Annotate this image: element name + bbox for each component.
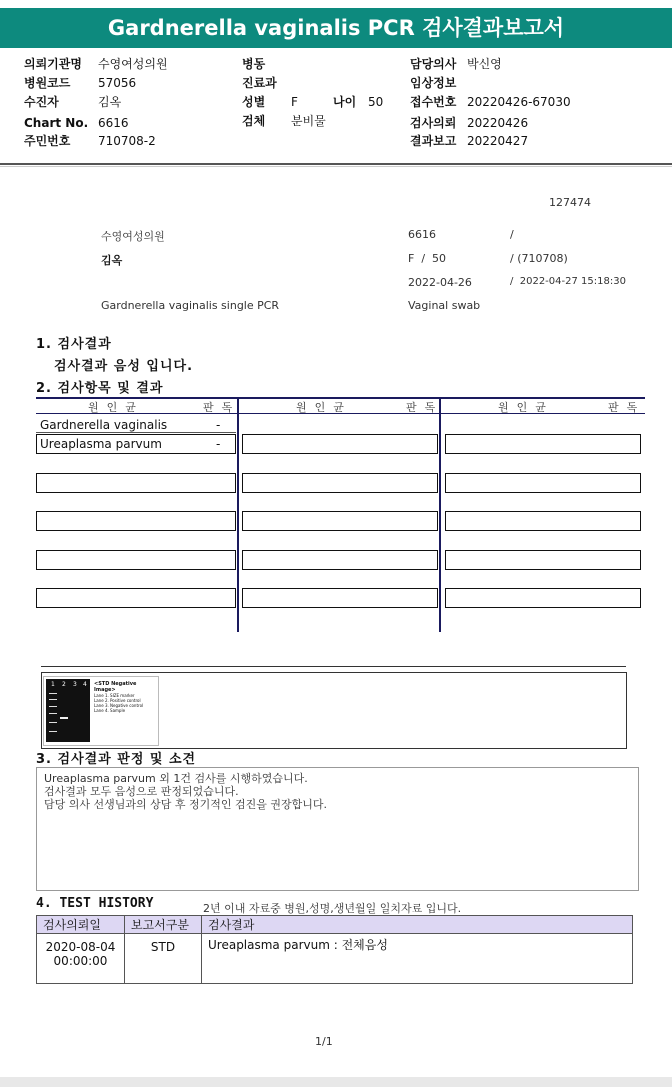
history-table (36, 915, 633, 984)
col-head-judgment-2: 판독 (406, 401, 444, 414)
hospital-code-label: 병원코드 (24, 76, 71, 90)
opinion-line: 검사결과 모두 음성으로 판정되었습니다. (44, 785, 239, 798)
table-col-divider-2 (439, 397, 441, 632)
opinion-line: 담당 의사 선생님과의 상담 후 정기적인 검진을 권장합니다. (44, 798, 327, 811)
history-header-type: 보고서구분 (125, 916, 202, 934)
clinical-label: 임상정보 (410, 76, 457, 90)
gel-image-panel (43, 676, 159, 746)
result-cell (445, 550, 641, 570)
gel-legend-item: Lane 4. Sample (94, 708, 126, 713)
gel-band (60, 717, 68, 719)
gel-band (49, 699, 57, 700)
report-label: 결과보고 (410, 134, 457, 148)
history-result: Ureaplasma parvum : 전체음성 (202, 934, 633, 984)
result-row-value: - (216, 418, 221, 432)
table-col-divider-1 (237, 397, 239, 632)
report-id: 127474 (549, 196, 591, 209)
summary-report-datetime: / 2022-04-27 15:18:30 (510, 276, 626, 287)
report-value: 20220427 (467, 134, 529, 148)
gel-band (49, 693, 57, 694)
result-cell (242, 588, 438, 608)
gel-band (49, 713, 57, 714)
row1-underline (36, 432, 236, 433)
summary-receipt-date: 2022-04-26 (408, 276, 472, 289)
report-title: Gardnerella vaginalis PCR 검사결과보고서 (0, 8, 672, 48)
col-head-pathogen-3: 원인균 (498, 401, 554, 414)
history-time: 00:00:00 (53, 954, 108, 968)
summary-test-name: Gardnerella vaginalis single PCR (101, 299, 280, 312)
gel-band (49, 731, 57, 732)
request-value: 20220426 (467, 116, 529, 130)
gel-band (49, 706, 57, 707)
lane-label: 3 (73, 681, 77, 688)
chart-label: Chart No. (24, 116, 89, 130)
summary-slash: / (510, 228, 514, 241)
result-row-name: Ureaplasma parvum (40, 437, 162, 451)
specimen-value: 분비물 (291, 114, 326, 128)
gel-legend-item: Lane 2. Positive control (94, 698, 141, 703)
hospital-code-value: 57056 (98, 76, 137, 90)
history-date-cell (37, 934, 125, 984)
col-head-judgment-3: 판독 (608, 401, 646, 414)
result-cell (36, 511, 236, 531)
summary-sex-age: F / 50 (408, 252, 447, 265)
page-number: 1/1 (315, 1035, 333, 1048)
result-cell (445, 434, 641, 454)
header-divider (0, 163, 672, 165)
result-cell (36, 588, 236, 608)
summary-patient: 김옥 (101, 254, 123, 267)
receipt-value: 20220426-67030 (467, 95, 571, 109)
history-header-date: 검사의뢰일 (37, 916, 125, 934)
doctor-value: 박신영 (467, 57, 502, 71)
lane-label: 1 (51, 681, 55, 688)
opinion-line: Ureaplasma parvum 외 1건 검사를 시행하였습니다. (44, 772, 308, 785)
result-cell (445, 588, 641, 608)
history-date: 2020-08-04 (45, 940, 116, 954)
result-cell (36, 473, 236, 493)
col-head-pathogen-2: 원인균 (296, 401, 352, 414)
summary-specimen: Vaginal swab (408, 299, 481, 312)
history-type: STD (125, 934, 202, 984)
gel-title: <STD Negative Image> (94, 681, 137, 693)
resident-value: 710708-2 (98, 134, 156, 148)
history-row (37, 934, 633, 984)
institution-value: 수영여성의원 (98, 57, 168, 71)
section3-title: 3. 검사결과 판정 및 소견 (36, 752, 197, 767)
age-value: 50 (368, 95, 384, 109)
header-divider-shadow (0, 166, 672, 167)
patient-label: 수진자 (24, 95, 59, 109)
lane-label: 2 (62, 681, 66, 688)
ward-label: 병동 (242, 57, 266, 71)
history-header-row (37, 916, 633, 934)
chart-value: 6616 (98, 116, 129, 130)
patient-value: 김옥 (98, 95, 122, 109)
result-row-name: Gardnerella vaginalis (40, 418, 168, 432)
footer-bar (0, 1077, 672, 1087)
receipt-label: 접수번호 (410, 95, 457, 109)
sex-label: 성별 (242, 95, 266, 109)
result-cell (242, 511, 438, 531)
gel-legend-item: Lane 3. Negative control (94, 703, 144, 708)
section1-title: 1. 검사결과 (36, 337, 112, 352)
result-cell (242, 550, 438, 570)
institution-label: 의뢰기관명 (24, 57, 82, 71)
result-cell (242, 473, 438, 493)
result-cell (445, 473, 641, 493)
section4-title: 4. TEST HISTORY (36, 896, 154, 911)
result-cell (36, 550, 236, 570)
specimen-label: 검체 (242, 114, 266, 128)
result-cell (242, 434, 438, 454)
summary-chart-no: 6616 (408, 228, 436, 241)
col-head-judgment-1: 판독 (203, 401, 241, 414)
summary-birth: / (710708) (510, 252, 568, 265)
result-row-value: - (216, 437, 221, 451)
doctor-label: 담당의사 (410, 57, 457, 71)
result-cell (445, 511, 641, 531)
history-note: 2년 이내 자료중 병원,성명,생년월일 일치자료 입니다. (203, 902, 462, 915)
gel-photo (46, 679, 90, 742)
gel-legend-item: Lane 1. SIZE marker (94, 693, 135, 698)
lane-label: 4 (83, 681, 87, 688)
gel-band (49, 722, 57, 723)
section1-result: 검사결과 음성 입니다. (54, 359, 194, 374)
section2-title: 2. 검사항목 및 결과 (36, 381, 164, 396)
sex-value: F (291, 95, 298, 109)
summary-institution: 수영여성의원 (101, 230, 165, 243)
history-header-result: 검사결과 (202, 916, 633, 934)
resident-label: 주민번호 (24, 134, 71, 148)
request-label: 검사의뢰 (410, 116, 457, 130)
dept-label: 진료과 (242, 76, 277, 90)
age-label: 나이 (333, 95, 357, 109)
col-head-pathogen-1: 원인균 (88, 401, 144, 414)
gel-area-top-line (41, 666, 626, 667)
